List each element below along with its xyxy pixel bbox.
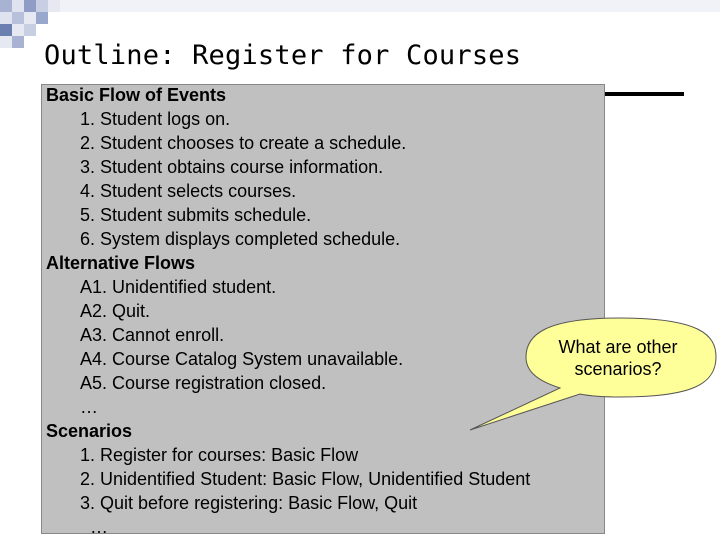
- basic-flow-step: 4. Student selects courses.: [80, 181, 297, 201]
- alternative-flow-item: A1. Unidentified student.: [80, 277, 277, 297]
- basic-flow-step: 1. Student logs on.: [80, 109, 231, 129]
- basic-flow-step: 5. Student submits schedule.: [80, 205, 312, 225]
- alternative-flow-item: A4. Course Catalog System unavailable.: [80, 349, 404, 369]
- alternative-flow-item: A2. Quit.: [80, 301, 151, 321]
- scenario-item: 2. Unidentified Student: Basic Flow, Unidentified Student: [80, 469, 531, 489]
- callout-line: scenarios?: [574, 359, 662, 379]
- page-title: Outline: Register for Courses: [44, 40, 522, 71]
- scenarios-heading: Scenarios: [46, 421, 133, 441]
- alternative-flow-item: …: [80, 397, 98, 417]
- basic-flow-step: 6. System displays completed schedule.: [80, 229, 401, 249]
- callout-line: What are other: [558, 337, 678, 357]
- basic-flow-heading: Basic Flow of Events: [46, 85, 227, 105]
- alternative-flow-item: A3. Cannot enroll.: [80, 325, 225, 345]
- basic-flow-step: 2. Student chooses to create a schedule.: [80, 133, 407, 153]
- callout-text: [538, 336, 698, 380]
- scenario-item: …: [90, 517, 108, 537]
- scenario-item: 1. Register for courses: Basic Flow: [80, 445, 359, 465]
- alternative-flows-heading: Alternative Flows: [46, 253, 196, 273]
- scenario-item: 3. Quit before registering: Basic Flow, Quit: [80, 493, 418, 513]
- alternative-flow-item: A5. Course registration closed.: [80, 373, 327, 393]
- basic-flow-step: 3. Student obtains course information.: [80, 157, 384, 177]
